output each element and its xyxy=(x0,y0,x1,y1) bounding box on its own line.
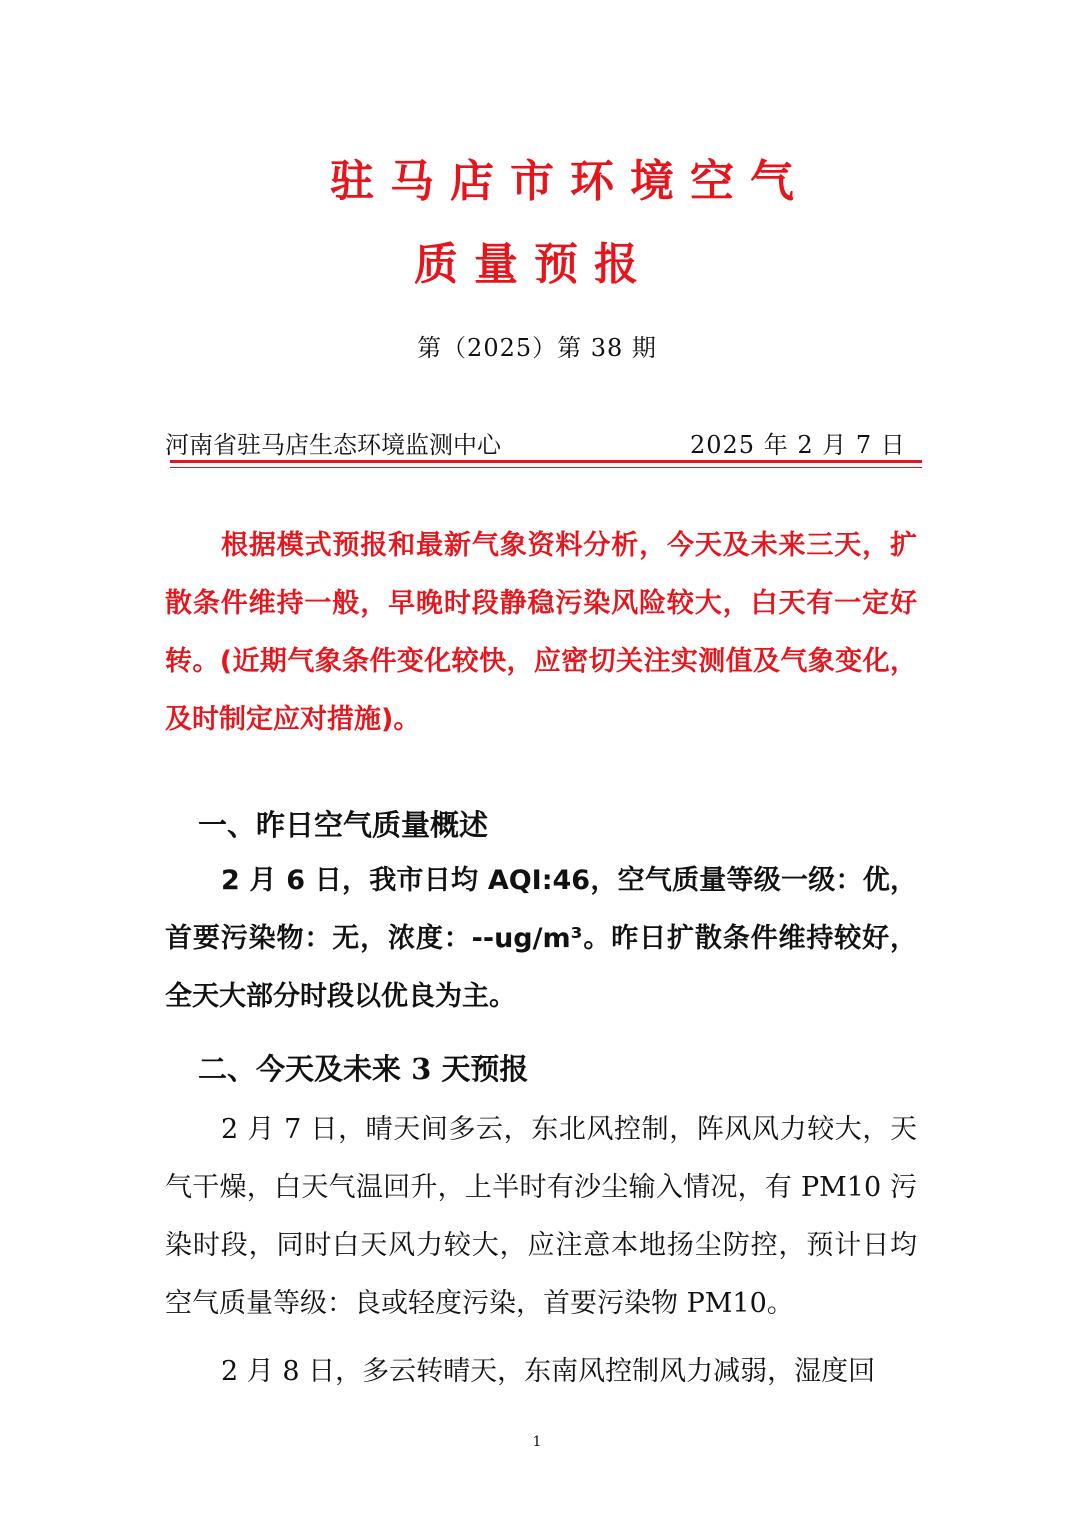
header-divider-thick xyxy=(170,460,922,463)
forecast-paragraph-feb7: 2 月 7 日，晴天间多云，东北风控制，阵风风力较大，天气干燥，白天气温回升，上半时有沙尘输入情况，有 PM10 污染时段，同时白天风力较大，应注意本地扬尘防控，预计日均空气质量等级：良或轻度污染，首要污染物 PM10。 xyxy=(165,1114,917,1319)
forecast-paragraph-feb8: 2 月 8 日，多云转晴天，东南风控制风力减弱，湿度回 xyxy=(221,1356,876,1387)
organization-name: 河南省驻马店生态环境监测中心 xyxy=(165,431,501,459)
page-number: 1 xyxy=(532,1434,542,1450)
document-title-line1: 驻马店市环境空气 xyxy=(330,156,810,207)
document-title-line2: 质量预报 xyxy=(414,239,654,290)
header-divider-thin xyxy=(170,467,922,468)
publish-date: 2025 年 2 月 7 日 xyxy=(690,431,906,459)
issue-number: 第（2025）第 38 期 xyxy=(417,334,657,362)
forecast-summary: 根据模式预报和最新气象资料分析，今天及未来三天，扩散条件维持一般，早晚时段静稳污染风险较大，白天有一定好转。(近期气象条件变化较快，应密切关注实测值及气象变化，及时制定应对措施)。 xyxy=(165,530,917,735)
yesterday-paragraph: 2 月 6 日，我市日均 AQI:46，空气质量等级一级：优，首要污染物：无，浓度：--ug/m³。昨日扩散条件维持较好，全天大部分时段以优良为主。 xyxy=(165,865,917,1012)
section-heading-yesterday: 一、昨日空气质量概述 xyxy=(198,808,489,842)
section-heading-forecast: 二、今天及未来 3 天预报 xyxy=(198,1052,529,1086)
